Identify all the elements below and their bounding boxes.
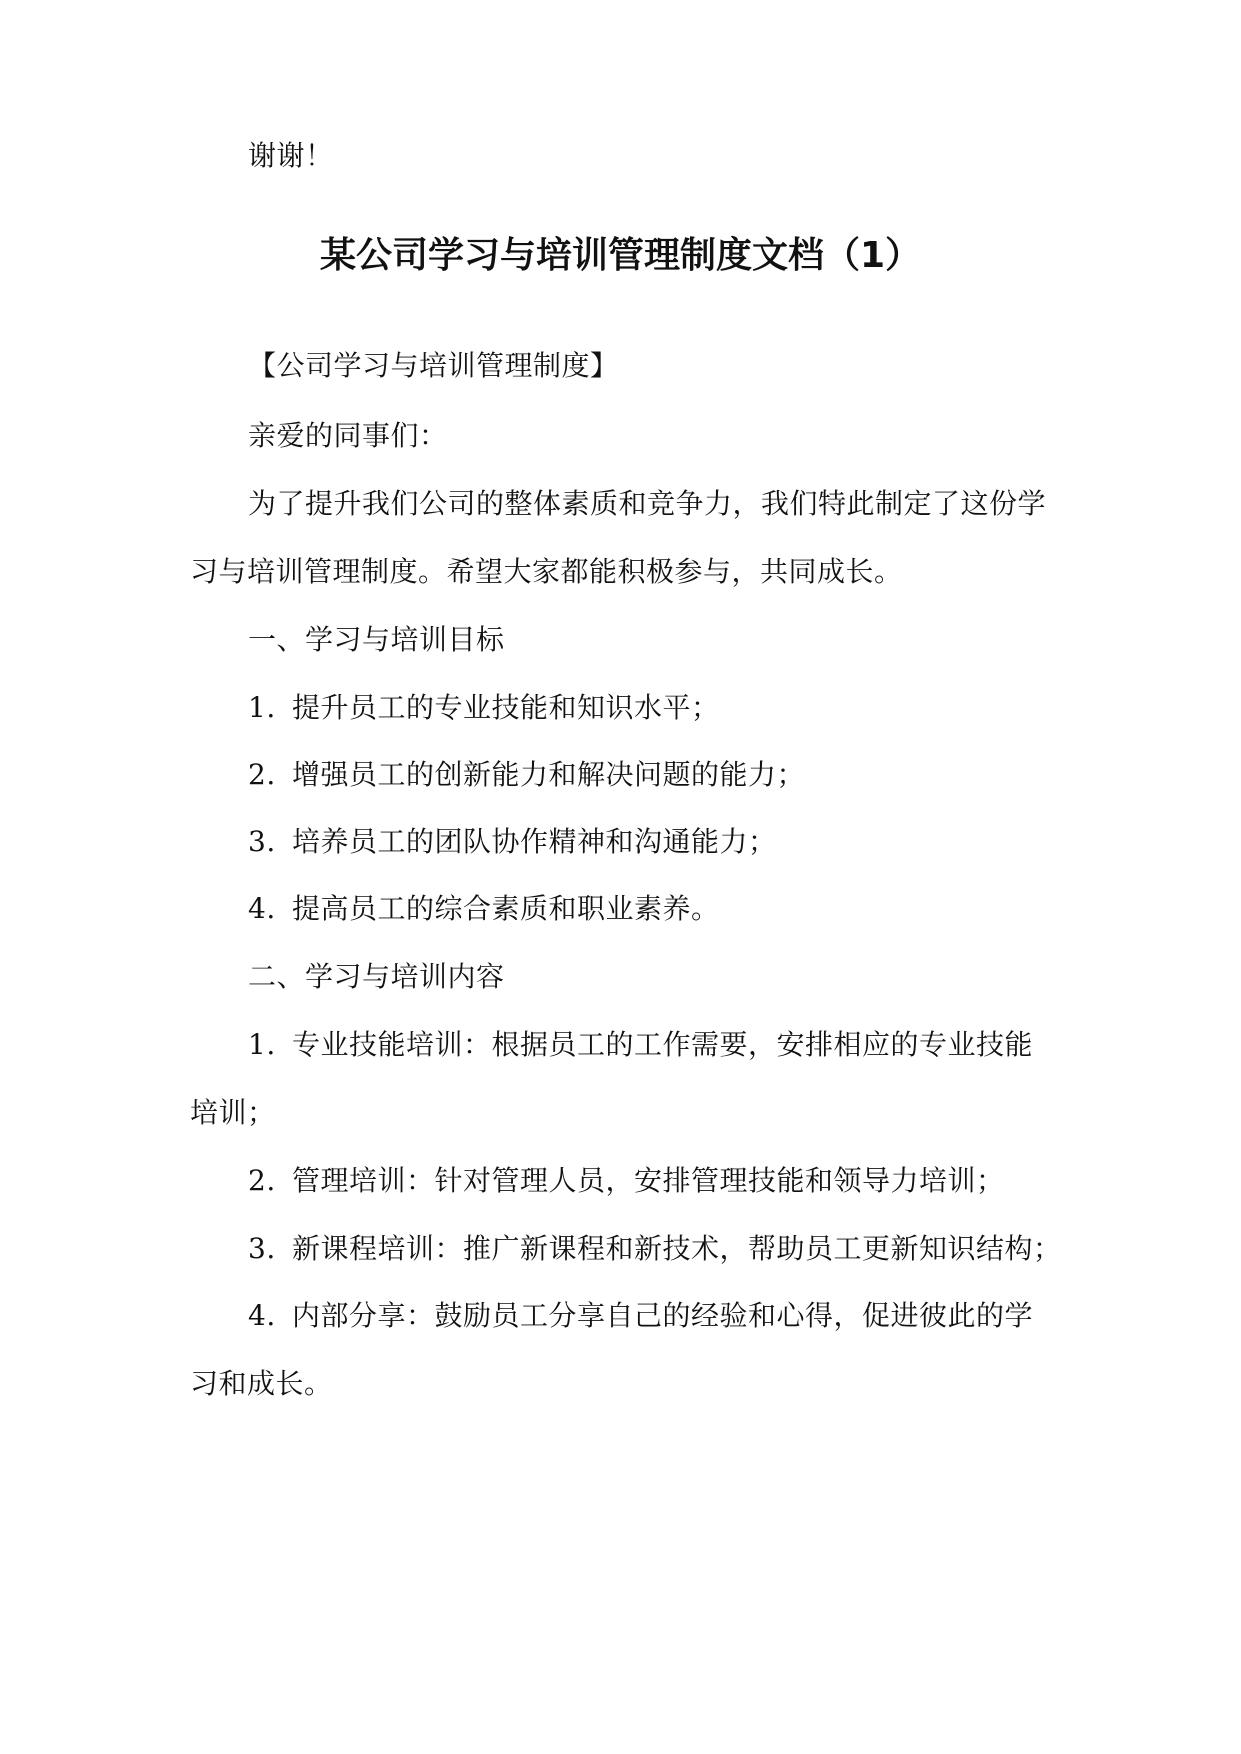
goal-item: [248, 688, 1128, 728]
goal-item-number: 3.: [248, 825, 276, 858]
intro-paragraph-line2: 习与培训管理制度。希望大家都能积极参与，共同成长。: [190, 555, 903, 588]
intro-paragraph-line1: 为了提升我们公司的整体素质和竞争力，我们特此制定了这份学: [248, 487, 1047, 520]
content-item-number: 3.: [248, 1232, 276, 1265]
goal-item-text: 提升员工的专业技能和知识水平；: [292, 691, 720, 724]
content-item-3: [248, 1229, 1128, 1269]
goals-heading: 一、学习与培训目标: [248, 623, 505, 656]
content-item-number: 1.: [248, 1028, 276, 1061]
greeting: 亲爱的同事们：: [248, 419, 448, 452]
content-item-text: 管理培训：针对管理人员，安排管理技能和领导力培训；: [292, 1164, 1005, 1197]
section-header: 【公司学习与培训管理制度】: [248, 349, 619, 382]
goal-item: [248, 889, 1128, 929]
content-item-text: 内部分享：鼓励员工分享自己的经验和心得，促进彼此的学: [292, 1299, 1034, 1332]
content-item-text: 专业技能培训：根据员工的工作需要，安排相应的专业技能: [292, 1028, 1034, 1061]
goal-item-text: 增强员工的创新能力和解决问题的能力；: [292, 758, 806, 791]
content-item-4-line2: 习和成长。: [190, 1367, 333, 1400]
goal-item-number: 2.: [248, 758, 276, 791]
content-item-text: 新课程培训：推广新课程和新技术，帮助员工更新知识结构；: [292, 1232, 1062, 1265]
document-title: 某公司学习与培训管理制度文档（1）: [319, 235, 922, 276]
content-item-1-line1: [248, 1025, 1128, 1065]
content-item-number: 4.: [248, 1299, 276, 1332]
content-heading: 二、学习与培训内容: [248, 960, 505, 993]
goal-item-text: 提高员工的综合素质和职业素养。: [292, 892, 720, 925]
content-item-4-line1: [248, 1296, 1128, 1336]
goal-item: [248, 755, 1128, 795]
goal-item-number: 4.: [248, 892, 276, 925]
goal-item-text: 培养员工的团队协作精神和沟通能力；: [292, 825, 777, 858]
content-item-number: 2.: [248, 1164, 276, 1197]
content-item-2: [248, 1161, 1128, 1201]
goal-item-number: 1.: [248, 691, 276, 724]
goal-item: [248, 822, 1128, 862]
closing-text: 谢谢！: [248, 139, 334, 172]
content-item-1-line2: 培训；: [190, 1096, 276, 1129]
